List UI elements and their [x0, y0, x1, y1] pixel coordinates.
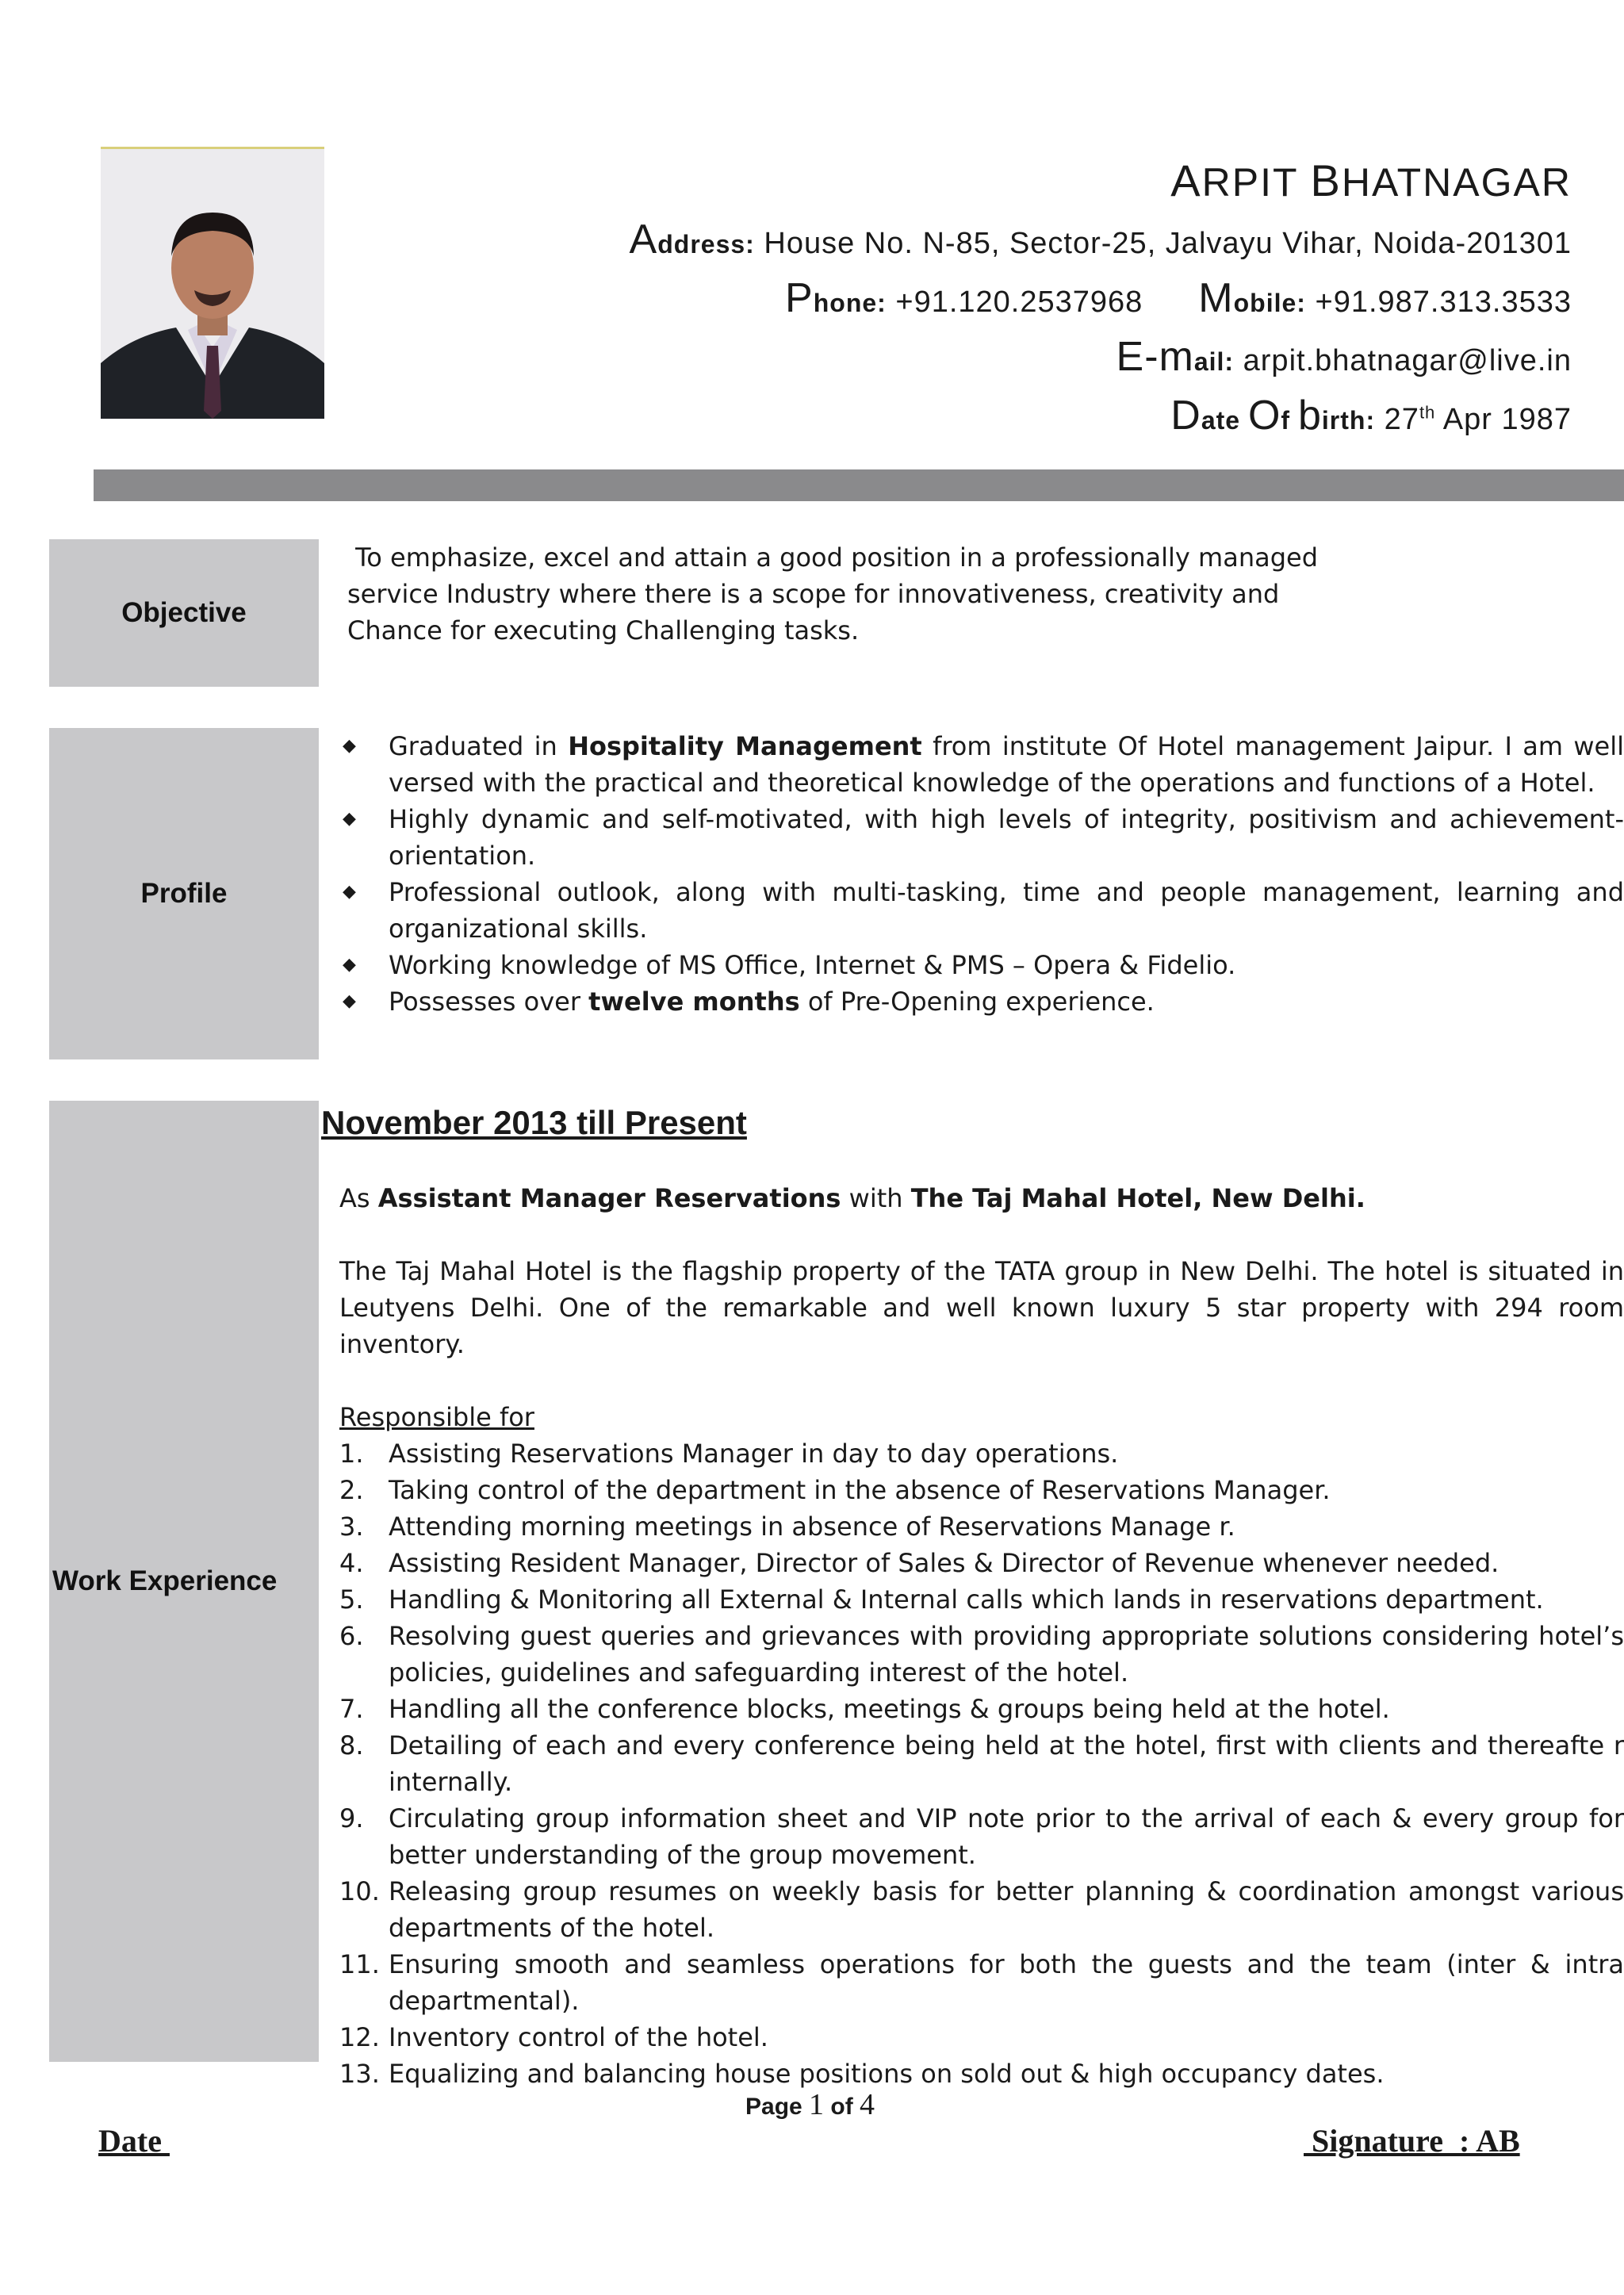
email-line: E-mail: arpit.bhatnagar@live.in — [1116, 334, 1572, 380]
duty-item — [339, 1545, 1624, 1581]
duty-item — [339, 1581, 1624, 1618]
objective-label: Objective — [121, 597, 247, 628]
duty-text: Taking control of the department in the absence of Reservations Manager. — [389, 1475, 1331, 1505]
date-label: Date — [98, 2123, 170, 2159]
diamond-bullet-icon: ◆ — [343, 955, 356, 975]
duty-number: 6. — [339, 1621, 364, 1651]
profile-photo — [101, 147, 324, 419]
profile-item: ◆ Working knowledge of MS Office, Internet & PMS – Opera & Fidelio. — [339, 947, 1624, 983]
duties-list — [339, 1435, 1624, 2092]
duty-number: 12. — [339, 2022, 380, 2052]
duty-text: Ensuring smooth and seamless operations for both the guests and the team (inter & intra departmental). — [389, 1949, 1624, 2016]
diamond-bullet-icon: ◆ — [343, 736, 356, 756]
address-line: Address: House No. N-85, Sector-25, Jalvayu Vihar, Noida-201301 — [629, 216, 1572, 262]
duty-item — [339, 1618, 1624, 1691]
profile-item: ◆ Possesses over twelve months of Pre-Opening experience. — [339, 983, 1624, 1020]
duty-number: 9. — [339, 1803, 364, 1833]
candidate-name: ARPIT BHATNAGAR — [1170, 155, 1572, 205]
duty-item — [339, 1946, 1624, 2019]
dob-day: 27 — [1384, 403, 1419, 436]
duty-item — [339, 1727, 1624, 1800]
resume-header — [462, 155, 1572, 450]
duty-number: 2. — [339, 1475, 364, 1505]
duty-text: Detailing of each and every conference being held at the hotel, first with clients and thereafte r internally. — [389, 1730, 1624, 1797]
duty-text: Inventory control of the hotel. — [389, 2022, 768, 2052]
address-value: House No. N-85, Sector-25, Jalvayu Vihar, Noida-201301 — [764, 227, 1572, 260]
diamond-bullet-icon: ◆ — [343, 809, 356, 829]
work-experience-label: Work Experience — [52, 1565, 278, 1596]
duty-number: 5. — [339, 1584, 364, 1615]
duty-text: Assisting Reservations Manager in day to day operations. — [389, 1439, 1119, 1469]
duty-number: 7. — [339, 1694, 364, 1724]
duty-text: Resolving guest queries and grievances with providing appropriate solutions considering hotel’s policies, guidelines and safeguarding interest of the hotel. — [389, 1621, 1624, 1688]
header-divider — [94, 469, 1624, 501]
email-value[interactable]: arpit.bhatnagar@live.in — [1243, 344, 1572, 377]
duty-text: Assisting Resident Manager, Director of Sales & Director of Revenue whenever needed. — [389, 1548, 1500, 1578]
experience-details — [339, 1180, 1624, 2092]
role-line: As Assistant Manager Reservations with The Taj Mahal Hotel, New Delhi. — [339, 1183, 1365, 1213]
duty-number: 4. — [339, 1548, 364, 1578]
phone-value: +91.120.2537968 — [895, 285, 1143, 319]
duty-item — [339, 1873, 1624, 1946]
diamond-bullet-icon: ◆ — [343, 882, 356, 902]
profile-list — [339, 728, 1624, 1020]
responsible-for-heading: Responsible for — [339, 1402, 534, 1432]
duty-text: Equalizing and balancing house positions on sold out & high occupancy dates. — [389, 2059, 1385, 2089]
profile-item: ◆ Graduated in Hospitality Management from institute Of Hotel management Jaipur. I am well versed with the practical and theoretical knowledge of the operations and functions of a Hotel. — [339, 728, 1624, 801]
objective-label-box — [49, 539, 319, 687]
duty-item — [339, 1435, 1624, 1472]
duty-number: 1. — [339, 1439, 364, 1469]
mobile-value: +91.987.313.3533 — [1315, 285, 1572, 319]
duty-number: 8. — [339, 1730, 364, 1761]
page-number: Page 1 of 4 — [745, 2088, 875, 2121]
experience-period: November 2013 till Present — [321, 1104, 747, 1141]
dob-line: Date Of birth: 27th Apr 1987 — [1170, 393, 1572, 439]
duty-item — [339, 1472, 1624, 1508]
duty-item — [339, 1508, 1624, 1545]
duty-text: Releasing group resumes on weekly basis for better planning & coordination amongst various departments of the hotel. — [389, 1876, 1624, 1943]
duty-item — [339, 2056, 1624, 2092]
hotel-description: The Taj Mahal Hotel is the flagship property of the TATA group in New Delhi. The hotel is situated in Leutyens Delhi. One of the remarkable and well known luxury 5 star property with 294 room inventory. — [339, 1256, 1624, 1359]
profile-item: ◆ Professional outlook, along with multi-tasking, time and people management, learning and organizational skills. — [339, 874, 1624, 947]
duty-text: Circulating group information sheet and VIP note prior to the arrival of each & every group for better understanding of the group movement. — [389, 1803, 1624, 1870]
duty-item — [339, 1691, 1624, 1727]
work-experience-label-box — [49, 1101, 319, 2062]
duty-number: 11. — [339, 1949, 380, 1979]
objective-text: To emphasize, excel and attain a good position in a professionally managed service Industry where there is a scope for innovativeness, creativity and Chance for executing Challenging tasks. — [347, 542, 1319, 646]
duty-item — [339, 1800, 1624, 1873]
dob-rest: Apr 1987 — [1442, 403, 1572, 436]
profile-label: Profile — [140, 878, 228, 909]
duty-text: Handling & Monitoring all External & Internal calls which lands in reservations department. — [389, 1584, 1544, 1615]
duty-number: 10. — [339, 1876, 380, 1906]
signature-label: Signature : AB — [1304, 2123, 1520, 2159]
profile-label-box — [49, 728, 319, 1059]
duty-text: Handling all the conference blocks, meetings & groups being held at the hotel. — [389, 1694, 1390, 1724]
diamond-bullet-icon: ◆ — [343, 991, 356, 1011]
duty-text: Attending morning meetings in absence of Reservations Manage r. — [389, 1511, 1235, 1542]
phone-line: Phone: +91.120.2537968 Mobile: +91.987.313.3533 — [785, 275, 1572, 321]
duty-item — [339, 2019, 1624, 2056]
duty-number: 3. — [339, 1511, 364, 1542]
profile-item: ◆ Highly dynamic and self-motivated, with high levels of integrity, positivism and achievement-orientation. — [339, 801, 1624, 874]
duty-number: 13. — [339, 2059, 380, 2089]
